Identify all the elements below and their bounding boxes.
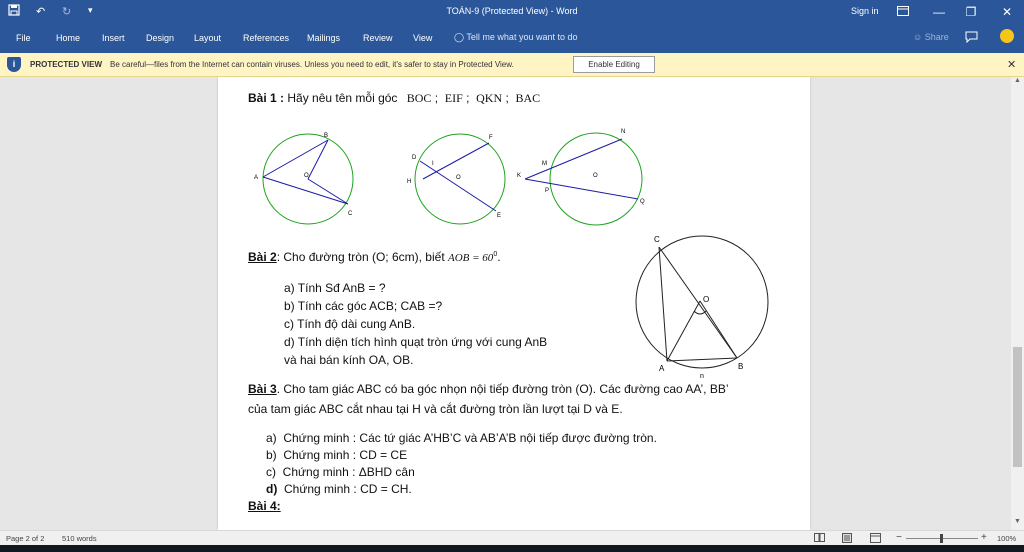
- radius-oc: [308, 179, 348, 204]
- redo-icon[interactable]: ↻: [62, 6, 72, 18]
- label-o: O: [304, 173, 309, 179]
- segment-ca: [659, 247, 667, 361]
- label-o2: O: [456, 175, 461, 181]
- close-button[interactable]: ✕: [1001, 5, 1013, 19]
- bai3-line2: của tam giác ABC cắt nhau tại H và cắt đường tròn lần lượt tại D và E.: [248, 402, 623, 416]
- status-bar: [0, 530, 1024, 545]
- web-layout-icon[interactable]: [870, 533, 881, 545]
- read-mode-icon[interactable]: [814, 533, 825, 544]
- bai2-item-c: c) Tính độ dài cung AnB.: [284, 317, 416, 331]
- print-layout-icon[interactable]: [842, 533, 852, 545]
- taskbar-strip: [0, 545, 1024, 552]
- tab-layout[interactable]: Layout: [194, 33, 222, 43]
- label-n4: n: [700, 373, 704, 380]
- label-c4: C: [654, 235, 660, 244]
- label-a4: A: [659, 364, 665, 373]
- scroll-thumb[interactable]: [1013, 347, 1022, 467]
- share-button[interactable]: [913, 32, 949, 42]
- protected-view-label: PROTECTED VIEW: [30, 60, 103, 69]
- label-a: A: [254, 175, 259, 181]
- undo-icon[interactable]: ↶: [36, 6, 46, 18]
- bai3-item-a: a) Chứng minh : Các tứ giác A’HB’C và AB’A’B nội tiếp được đường tròn.: [266, 431, 657, 445]
- sign-in-link[interactable]: Sign in: [851, 6, 879, 16]
- segment-cb: [659, 247, 737, 358]
- label-b4: B: [738, 362, 744, 371]
- tab-mailings[interactable]: Mailings: [307, 33, 341, 43]
- circle-3: [550, 133, 642, 225]
- label-q: Q: [640, 199, 645, 205]
- tab-references[interactable]: References: [243, 33, 290, 43]
- label-h: H: [407, 179, 412, 185]
- title-bar: [0, 0, 1024, 25]
- bai1-heading: Bài 1 : Hãy nêu tên mỗi góc BOC ; EIF ; QKN ; BAC: [248, 91, 541, 105]
- bai2-item-b: b) Tính các góc ACB; CAB =?: [284, 299, 443, 313]
- zoom-level[interactable]: 100%: [997, 534, 1017, 543]
- label-n: N: [621, 129, 626, 135]
- label-k: K: [517, 173, 522, 179]
- chord-de: [420, 161, 496, 211]
- bai3-item-b: b) Chứng minh : CD = CE: [266, 448, 408, 462]
- tab-design[interactable]: Design: [146, 33, 175, 43]
- bai2-item-a: a) Tính Sđ AnB = ?: [284, 281, 386, 295]
- zoom-out-button[interactable]: −: [896, 532, 902, 543]
- radius-ob2: [700, 301, 737, 358]
- tell-me-box[interactable]: [454, 32, 577, 43]
- document-area: [0, 77, 1011, 530]
- bai3-item-c: c) Chứng minh : ΔBHD cân: [266, 465, 415, 479]
- document-page: [218, 77, 810, 530]
- enable-editing-button[interactable]: Enable Editing: [573, 56, 655, 73]
- tab-insert[interactable]: Insert: [102, 33, 125, 43]
- label-p: P: [545, 188, 550, 194]
- share-label: Share: [924, 32, 949, 42]
- label-d: D: [412, 155, 417, 161]
- restore-button[interactable]: ❐: [965, 5, 977, 19]
- tell-me-label: Tell me what you want to do: [466, 32, 578, 42]
- label-o3: O: [593, 173, 598, 179]
- bai4-heading: Bài 4:: [248, 499, 281, 513]
- zoom-slider-thumb[interactable]: [940, 534, 943, 543]
- label-f: F: [489, 135, 493, 141]
- protected-view-bar: [0, 53, 1024, 77]
- bai2-heading: Bài 2: Cho đường tròn (O; 6cm), biết AOB = $60^0$.: [248, 250, 501, 264]
- close-protected-bar-icon[interactable]: ✕: [1007, 59, 1017, 71]
- label-o4: O: [703, 295, 710, 304]
- segment-ab: [667, 358, 737, 361]
- secant-kq: [525, 179, 638, 199]
- label-m: M: [542, 161, 547, 167]
- tab-review[interactable]: Review: [363, 33, 393, 43]
- page-indicator[interactable]: Page 2 of 2: [6, 534, 45, 543]
- zoom-in-button[interactable]: +: [981, 532, 987, 543]
- tab-file[interactable]: File: [16, 33, 31, 43]
- radius-oa: [667, 301, 700, 361]
- protected-view-message: Be careful—files from the Internet can contain viruses. Unless you need to edit, it's safer to stay in Protected View.: [110, 60, 514, 69]
- ribbon-display-options-icon[interactable]: [888, 2, 918, 22]
- figure-circle-4: [626, 231, 776, 381]
- circle-4: [636, 236, 768, 368]
- feedback-smiley-icon[interactable]: [1000, 29, 1014, 43]
- vertical-scrollbar[interactable]: [1011, 77, 1024, 530]
- label-i: I: [432, 161, 434, 167]
- customize-quick-access-icon[interactable]: ▾: [88, 5, 93, 15]
- window-title: TOÁN-9 (Protected View) - Word: [446, 6, 578, 16]
- secant-kn: [525, 139, 622, 179]
- word-count[interactable]: 510 words: [62, 534, 97, 543]
- ribbon-tabs: [0, 25, 1024, 53]
- person-icon: ☺: [913, 32, 923, 42]
- label-c: C: [348, 211, 353, 217]
- tab-home[interactable]: Home: [56, 33, 81, 43]
- label-e: E: [497, 213, 502, 219]
- bai3-line1: Bài 3. Cho tam giác ABC có ba góc nhọn nội tiếp đường tròn (O). Các đường cao AA’, BB’: [248, 382, 729, 396]
- chord-ac: [263, 177, 348, 204]
- tab-view[interactable]: View: [413, 33, 433, 43]
- figure-circle-3: [514, 127, 659, 229]
- figure-circle-2: [400, 129, 510, 229]
- bai3-item-d: d) Chứng minh : CD = CH.: [266, 482, 412, 496]
- bai2-item-e: và hai bán kính OA, OB.: [284, 353, 414, 367]
- comments-icon[interactable]: [965, 31, 978, 45]
- shield-info-icon: i: [7, 57, 21, 72]
- minimize-button[interactable]: —: [933, 5, 945, 19]
- label-b: B: [324, 133, 329, 139]
- bai2-item-d: d) Tính diện tích hình quạt tròn ứng với cung AnB: [284, 335, 548, 349]
- scroll-up-icon[interactable]: ▲: [1014, 77, 1021, 84]
- lightbulb-icon: ◯: [454, 32, 465, 42]
- scroll-down-icon[interactable]: ▼: [1014, 518, 1021, 525]
- figure-circle-1: [250, 129, 360, 229]
